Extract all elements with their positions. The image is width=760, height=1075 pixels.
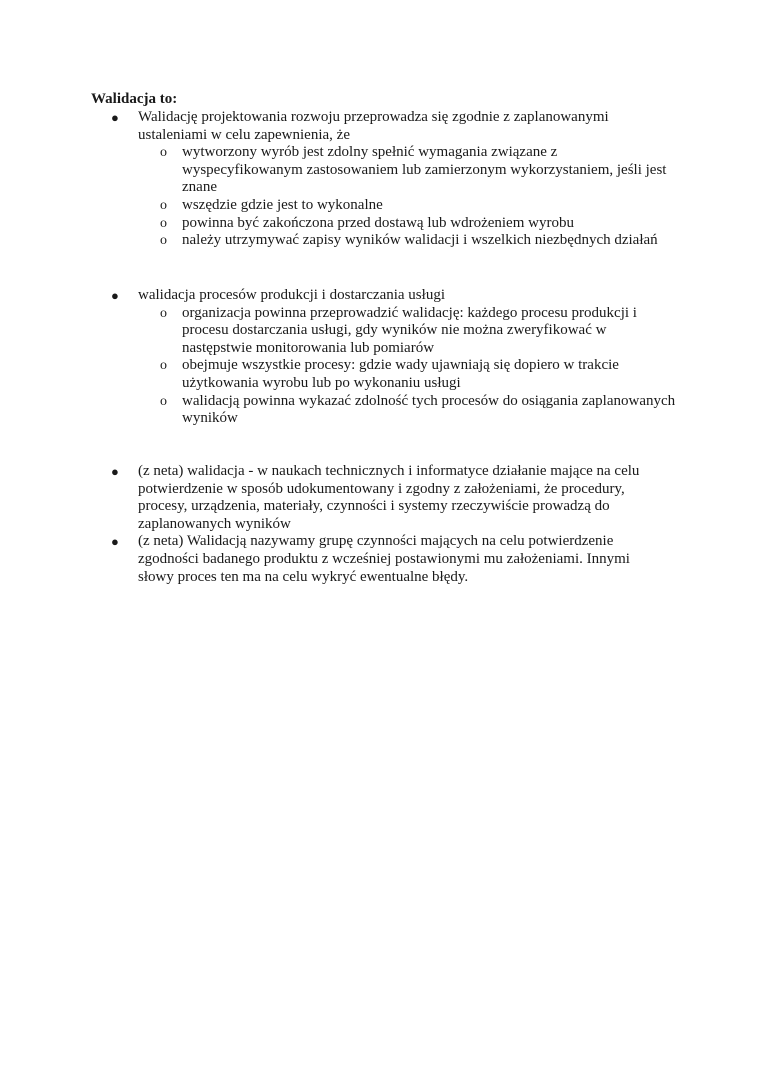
bullet-icon: ● <box>111 110 119 125</box>
sub-list-item-text: walidacją powinna wykazać zdolność tych procesów do osiągania zaplanowanych wyników <box>182 392 676 427</box>
list-item <box>0 109 668 250</box>
list-item-text: (z neta) walidacja - w naukach technicznych i informatyce działanie mające na celu potwierdzenie w sposób udokumentowany i zgodny z założeniami, że procedury, procesy, urządzenia, materiały, czynności i systemy rzeczywiście prowadzą do zaplanowanych wyników <box>138 463 640 532</box>
circle-bullet-icon: o <box>160 197 167 213</box>
bullet-icon: ● <box>111 534 119 550</box>
sub-list-item-text: wszędzie gdzie jest to wykonalne <box>182 196 383 213</box>
sub-list-item-text: organizacja powinna przeprowadzić walidację: każdego procesu produkcji i procesu dostarczania usługi, gdy wyników nie można zweryfikować w następstwie monitorowania lub pomiarów <box>182 304 637 356</box>
circle-bullet-icon: o <box>160 233 167 249</box>
sub-list-item <box>138 357 678 392</box>
list-item <box>0 463 668 533</box>
bullet-list-definitions <box>0 463 760 586</box>
sub-list-item <box>138 393 678 428</box>
circle-bullet-icon: o <box>160 145 167 161</box>
list-item-text: Walidację projektowania rozwoju przeprowadza się zgodnie z zaplanowanymi ustaleniami w celu zapewnienia, że <box>138 109 609 143</box>
sub-list-item-text: obejmuje wszystkie procesy: gdzie wady ujawniają się dopiero w trakcie użytkowania wyrobu lub po wykonaniu usługi <box>182 357 619 391</box>
sub-list <box>138 304 676 428</box>
sub-list-item <box>138 197 678 215</box>
bullet-list-process-validation <box>0 287 760 428</box>
circle-bullet-icon: o <box>160 393 167 409</box>
bullet-icon: ● <box>111 464 119 479</box>
list-item-text: (z neta) Walidacją nazywamy grupę czynności mających na celu potwierdzenie zgodności badanego produktu z wcześniej postawionymi mu założeniami. Innymi słowy proces ten ma na celu wykryć ewentualne błędy. <box>138 533 630 585</box>
circle-bullet-icon: o <box>160 215 167 231</box>
sub-list-item <box>138 144 678 197</box>
sub-list-item-text: powinna być zakończona przed dostawą lub wdrożeniem wyrobu <box>182 214 574 231</box>
list-item-text: walidacja procesów produkcji i dostarczania usługi <box>138 287 445 303</box>
circle-bullet-icon: o <box>160 305 167 321</box>
bullet-icon: ● <box>111 288 119 303</box>
document-heading: Walidacja to: <box>91 91 178 107</box>
sub-list-item-text: wytworzony wyrób jest zdolny spełnić wymagania związane z wyspecyfikowanym zastosowaniem lub zamierzonym wykorzystaniem, jeśli jest znane <box>182 144 667 196</box>
sub-list-item-text: należy utrzymywać zapisy wyników walidacji i wszelkich niezbędnych działań <box>182 232 658 249</box>
sub-list <box>138 144 668 250</box>
sub-list-item <box>138 215 678 233</box>
bullet-list-design-validation <box>0 109 760 250</box>
sub-list-item <box>138 305 678 358</box>
list-item <box>0 287 676 428</box>
sub-list-item <box>138 232 678 250</box>
circle-bullet-icon: o <box>160 358 167 374</box>
list-item <box>0 533 668 586</box>
